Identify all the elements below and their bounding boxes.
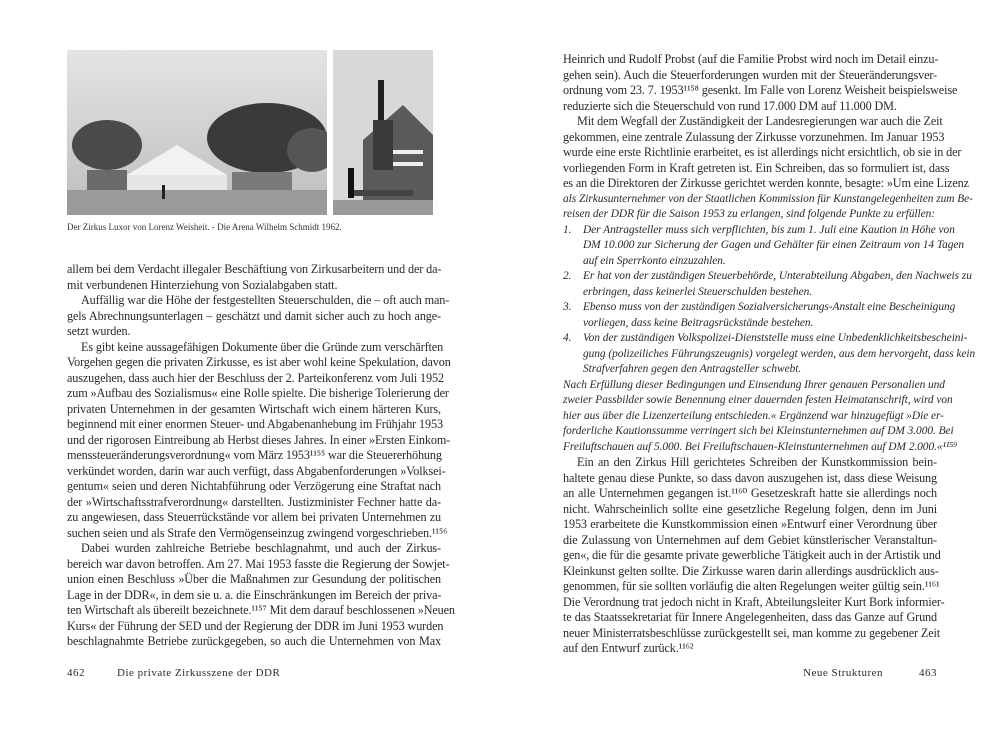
text-line: gels Abrechnungsunterlagen – geschätzt und damit sicher auch zu hoch ange- bbox=[67, 308, 441, 323]
right-page bbox=[500, 0, 1000, 733]
text-line: die Zulassung von Unternehmen auf dem Gebiet künstlerischer Veranstaltun- bbox=[563, 532, 937, 547]
text-line: Die Verordnung trat jedoch nicht in Kraft, Abteilungsleiter Kurt Bork informier- bbox=[563, 594, 945, 609]
text-line: Freiluftschauen auf 5.000. Bei Freiluftschauen-Kleinstunternehmen auf DM 2.000.«¹¹⁵⁹ bbox=[563, 440, 958, 453]
text-line: Nach Erfüllung dieser Bedingungen und Einsendung Ihrer genauen Personalien und bbox=[563, 378, 945, 391]
text-line: vorliegen, dass keine Beitragsrückstände bestehen. bbox=[583, 316, 814, 329]
list-item bbox=[563, 269, 972, 300]
list-item bbox=[563, 300, 956, 331]
page-number: 462 bbox=[67, 667, 85, 679]
text-line: Ebenso muss von der zuständigen Sozialversicherungs-Anstalt eine Bescheinigung bbox=[583, 301, 956, 313]
list-item-number: 3. bbox=[563, 301, 572, 313]
text-line: Auffällig war die Höhe der festgestellten Steuerschulden, die – oft auch man- bbox=[81, 293, 450, 307]
text-line: Er hat von der zuständigen Steuerbehörde, Unterabteilung Abgaben, den Nachweis zu bbox=[583, 270, 972, 282]
paragraph bbox=[67, 339, 451, 542]
text-line: Mit dem Wegfall der Zuständigkeit der Landesregierungen war auch die Zeit bbox=[577, 114, 943, 128]
text-line: mit verbundenen Hinterziehung von Sozialabgaben statt. bbox=[67, 277, 338, 292]
paragraph bbox=[67, 262, 441, 293]
text-line: ordnung vom 23. 7. 1953¹¹⁵⁸ gesenkt. Im Falle von Lorenz Weisheit beispielsweise bbox=[563, 83, 958, 97]
text-line: zweier Passbilder sowie Benennung einer dauernden festen Heimatanschrift, wird von bbox=[563, 394, 953, 406]
running-head: Die private Zirkusszene der DDR bbox=[117, 667, 281, 679]
circus-tent-image bbox=[67, 50, 327, 215]
page-number: 463 bbox=[919, 667, 937, 679]
left-body-text bbox=[67, 262, 455, 650]
text-line: DM 10.000 zur Sicherung der Gagen und Gehälter für einen Zeitraum von 14 Tagen bbox=[583, 239, 965, 251]
text-line: verkündet worden, darin war auch verfügt, dass Abgabenforderungen »Volksei- bbox=[67, 463, 446, 478]
text-line: Lage in der DDR«, in dem sie u. a. die Einschränkungen im Bereich der priva- bbox=[67, 587, 442, 602]
acrobat-image bbox=[333, 50, 433, 215]
text-line: der »Wirtschaftsstrafverordnung« darstellten. Justizminister Fechner hatte da- bbox=[67, 494, 441, 509]
text-line: gentum« seien und deren Nichtabführung oder Verzögerung eine Straftat nach bbox=[67, 479, 441, 493]
text-line: union einen Beschluss »Über die Maßnahmen zur Gesundung der politischen bbox=[67, 572, 441, 586]
text-line: te das Staatssekretariat für Innere Angelegenheiten, dass das Ganze auf Grund bbox=[563, 610, 937, 624]
text-line: Vorgehen gegen die privaten Zirkusse, es ist aber wohl keine Spekulation, davon bbox=[67, 355, 451, 369]
text-line: allem bei dem Verdacht illegaler Beschäftiung von Zirkusarbeitern und der da- bbox=[67, 262, 442, 276]
text-line: beginnend mit einer enormen Steuer- und Abgabenanhebung im Frühjahr 1953 bbox=[67, 417, 443, 431]
quoted-paragraph bbox=[563, 378, 958, 456]
text-line: reduzierte sich die Steuerschuld von rund 17.000 DM auf 11.000 DM. bbox=[563, 98, 897, 113]
text-line: bereich war davon betroffen. Am 27. Mai 1953 fasste die Regierung der Sowjet- bbox=[67, 556, 450, 571]
text-line: reisen der DDR für die Saison 1953 zu erlangen, sind folgende Punkte zu erfüllen: bbox=[563, 208, 935, 220]
paragraph bbox=[563, 114, 969, 192]
text-line: als Zirkusunternehmer von der Staatlichen Kommission für Kunstangelegenheiten zum Be- bbox=[563, 192, 973, 205]
paragraph bbox=[67, 293, 450, 340]
text-line: setzt wurden. bbox=[67, 324, 131, 338]
circus-tent-photo bbox=[67, 50, 327, 215]
text-line: gehen sein). Auch die Steuerforderungen wurden mit der Steueränderungsver- bbox=[563, 67, 937, 82]
quoted-paragraph bbox=[563, 192, 973, 223]
text-line: vorliegenden Form in Kraft getreten ist. Ein Schreiben, das so formuliert ist, dass bbox=[563, 160, 950, 175]
photo-caption: Der Zirkus Luxor von Lorenz Weisheit. - Die Arena Wilhelm Schmidt 1962. bbox=[67, 222, 342, 232]
text-line: an alle Unternehmen gegangen ist.¹¹⁶⁰ Gesetzeskraft hatte sie allerdings noch bbox=[563, 486, 937, 500]
text-line: Von der zuständigen Volkspolizei-Dienststelle muss eine Unbedenklichkeitsbescheini- bbox=[583, 332, 968, 344]
text-line: beschlagnahmte Betriebe zurückgegeben, so auch die Unternehmen von Max bbox=[67, 634, 441, 648]
text-line: privaten Unternehmen in der gesamten Wirtschaft wich einem härteren Kurs, bbox=[67, 401, 441, 416]
list-item-number: 1. bbox=[563, 223, 572, 236]
text-line: Der Antragsteller muss sich verpflichten, bis zum 1. Juli eine Kaution in Höhe von bbox=[583, 223, 955, 236]
paragraph bbox=[67, 541, 455, 650]
paragraph bbox=[563, 52, 958, 114]
text-line: gekommen, eine zentrale Zulassung der Zirkusse vorzunehmen. Im Januar 1953 bbox=[563, 129, 945, 144]
text-line: nicht. Wahrscheinlich sollte eine gesetzliche Regelung folgen, denn im Juni bbox=[563, 501, 937, 516]
text-line: auf ein Sperrkonto einzuzahlen. bbox=[583, 254, 726, 267]
text-line: Heinrich und Rudolf Probst (auf die Familie Probst wird noch im Detail einzu- bbox=[563, 52, 939, 66]
text-line: Es gibt keine aussagefähigen Dokumente über die Gründe zum verschärften bbox=[81, 339, 444, 354]
text-line: 1953 erarbeitete die Kunstkommission einen »Entwurf einer Verordnung über bbox=[563, 517, 937, 531]
text-line: Kleinkunst gelten sollte. Die Zirkusse waren darin allerdings ausdrücklich aus- bbox=[563, 563, 939, 578]
text-line: auf den Entwurf zurück.¹¹⁶² bbox=[563, 641, 694, 655]
text-line: Dabei wurden zahlreiche Betriebe beschlagnahmt, und auch der Zirkus- bbox=[81, 541, 441, 555]
text-line: menssteueränderungsverordnung« vom März 1953¹¹⁵⁵ war die Steuererhöhung bbox=[67, 448, 442, 462]
list-item bbox=[563, 223, 965, 270]
text-line: Ein an den Zirkus Hill gerichtetes Schreiben der Kunstkommission bein- bbox=[577, 455, 937, 469]
list-item bbox=[563, 331, 976, 378]
running-head: Neue Strukturen bbox=[803, 667, 883, 679]
paragraph bbox=[563, 455, 945, 657]
text-line: zu angewiesen, dass Steuerrückstände vor allem bei privaten Unternehmen zu bbox=[67, 510, 441, 524]
text-line: es an die Direktoren der Zirkusse gerichtet werden konnte, besagte: »Um eine Lizenz bbox=[563, 176, 969, 190]
text-line: forderliche Kautionssumme verringert sich bei Kleinstunternehmen auf DM 3.000. Bei bbox=[563, 425, 954, 437]
text-line: haltete genau diese Punkte, so dass davon auszugehen ist, dass diese Weisung bbox=[563, 470, 937, 485]
text-line: gung (polizeiliches Führungszeugnis) vorgelegt werden, aus dem hervorgeht, dass kein bbox=[583, 347, 976, 360]
text-line: wurde eine erste Richtlinie erarbeitet, es ist allerdings nicht ersichtlich, ob sie in der bbox=[563, 145, 962, 159]
text-line: und der rigorosen Eintreibung ab Herbst dieses Jahres. In einer »Ersten Einkom- bbox=[67, 432, 451, 447]
text-line: gen«, die für die gesamte private gewerbliche Tätigkeit auch in der Artistik und bbox=[563, 548, 941, 562]
right-body-text bbox=[563, 52, 976, 657]
list-item-number: 2. bbox=[563, 270, 572, 282]
list-item-number: 4. bbox=[563, 332, 572, 344]
text-line: hier aus über die Lizenzerteilung entschieden.« Ergänzend war hinzugefügt »Die er- bbox=[563, 409, 944, 422]
text-line: genommen, für sie sollten vorläufig die alten Regelungen weiter gültig sein.¹¹⁶¹ bbox=[563, 579, 940, 593]
text-line: Strafverfahren gegen den Antragsteller schwebt. bbox=[583, 363, 802, 375]
text-line: erbringen, dass keinerlei Steuerschulden bestehen. bbox=[583, 285, 813, 298]
text-line: zum »Aufbau des Sozialismus« eine Rolle spielte. Die bisherige Tolerierung der bbox=[67, 386, 449, 400]
text-line: auszugehen, dass auch hier der Beschluss der 2. Parteikonferenz vom Juli 1952 bbox=[67, 370, 444, 385]
text-line: ten Wirtschaft als übereilt bezeichnete.¹¹⁵⁷ Mit dem darauf beschlossenen »Neuen bbox=[67, 603, 455, 617]
text-line: neuer Ministerratsbeschlüsse zurückgestellt sei, man komme zu gegebener Zeit bbox=[563, 625, 941, 640]
text-line: Kurs« der Führung der SED und der Regierung der DDR im Juni 1953 wurden bbox=[67, 618, 444, 633]
arena-acrobat-photo bbox=[333, 50, 433, 215]
text-line: suchen seien und als Strafe den Vermögenseinzug zwingend vorgeschrieben.¹¹⁵⁶ bbox=[67, 525, 448, 540]
